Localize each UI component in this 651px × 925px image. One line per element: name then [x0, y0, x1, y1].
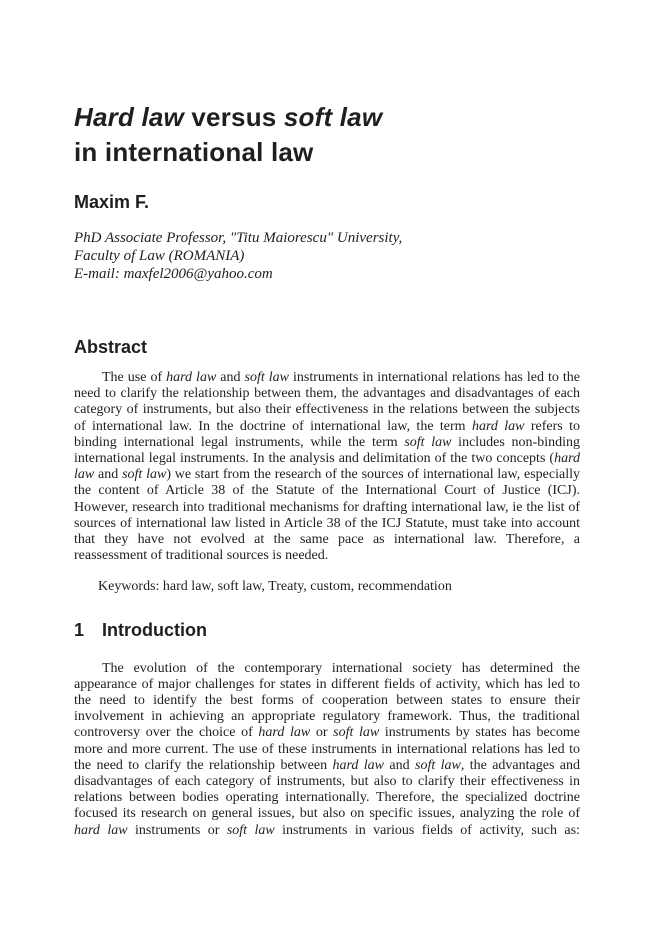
affiliation-line-faculty: Faculty of Law (ROMANIA)	[74, 248, 245, 264]
author-name: Maxim F.	[74, 192, 150, 212]
author-affiliation	[74, 229, 580, 283]
introduction-paragraph: The evolution of the contemporary international society has determined the appearance of major challenges for states in different fields of activity, which has led to the need to identify the best forms of cooperation between states to ensure their involvement in achieving an appropriate regulatory framework. Thus, the traditional controversy over the choice of hard law or soft law instruments by states has become more and more current. The use of these instruments in international relations has led to the need to clarify the relationship between hard law and soft law, the advantages and disadvantages of each category of instruments, but also to clarify their effectiveness in relations between bodies operating internationally. Therefore, the specialized doctrine focused its research on general issues, but also on specific issues, analyzing the role of hard law instruments or soft law instruments in various fields of activity, such as:	[74, 660, 580, 838]
affiliation-line-title: PhD Associate Professor, "Titu Maiorescu" University,	[74, 230, 403, 246]
section-1-heading	[74, 619, 580, 641]
abstract-heading: Abstract	[74, 337, 148, 357]
abstract-paragraph: The use of hard law and soft law instruments in international relations has led to the need to clarify the relationship between them, the advantages and disadvantages of each category of instruments, but also their effectiveness in the relations between the subjects of international law. In the doctrine of international law, the term hard law refers to binding international legal instruments, while the term soft law includes non-binding international legal instruments. In the analysis and delimitation of the two concepts (hard law and soft law) we start from the research of the sources of international law, especially the content of Article 38 of the Statute of the International Court of Justice (ICJ). However, research into traditional mechanisms for drafting international law, ie the list of sources of international law listed in Article 38 of the ICJ Statute, must take into account that they have not evolved at the same pace as international law. Therefore, a reassessment of traditional sources is needed.	[74, 370, 580, 564]
affiliation-line-email: E-mail: maxfel2006@yahoo.com	[74, 266, 273, 282]
paper-title-line1: Hard law versus soft law	[74, 102, 383, 132]
keywords-line: Keywords: hard law, soft law, Treaty, custom, recommendation	[98, 579, 452, 595]
page-content	[74, 0, 580, 839]
paper-title	[74, 0, 580, 170]
section-1-title: Introduction	[102, 619, 207, 640]
section-1-number: 1	[74, 619, 85, 640]
paper-title-line2: in international law	[74, 137, 314, 167]
